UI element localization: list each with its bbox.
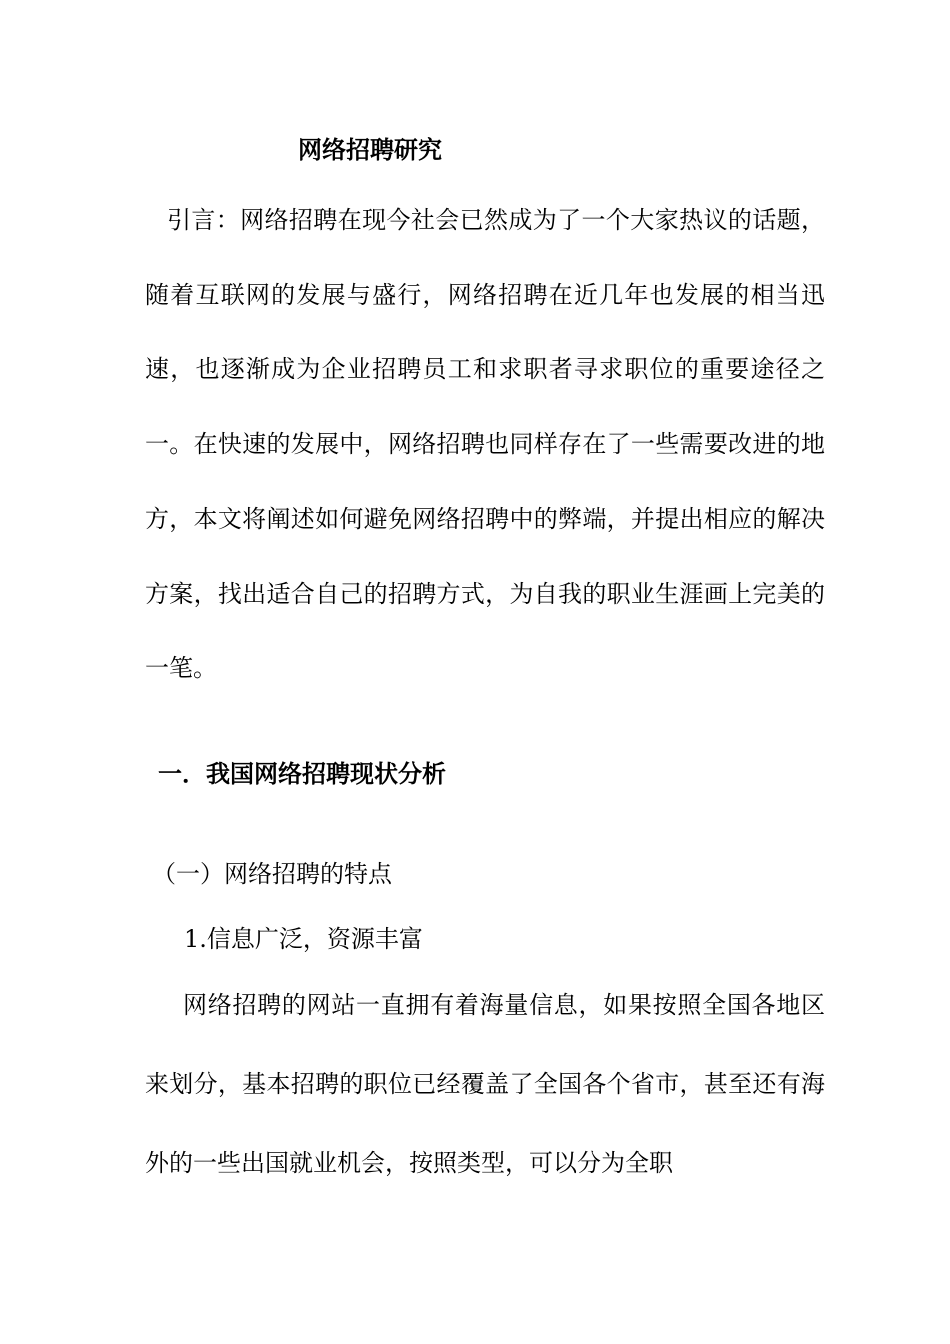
- intro-paragraph: 引言：网络招聘在现今社会已然成为了一个大家热议的话题，随着互联网的发展与盛行，网络招聘在近几年也发展的相当迅速，也逐渐成为企业招聘员工和求职者寻求职位的重要途径之一。在快速的发展中，网络招聘也同样存在了一些需要改进的地方，本文将阐述如何避免网络招聘中的弊端，并提出相应的解决方案，找出适合自己的招聘方式，为自我的职业生涯画上完美的一笔。: [145, 206, 825, 683]
- item-heading: 1.信息广泛，资源丰富: [184, 925, 423, 953]
- section-heading: 一．我国网络招聘现状分析: [158, 759, 446, 788]
- document-title: 网络招聘研究: [298, 135, 442, 164]
- subsection-heading: （一）网络招聘的特点: [152, 860, 392, 888]
- body-paragraph: 网络招聘的网站一直拥有着海量信息，如果按照全国各地区来划分，基本招聘的职位已经覆盖了全国各个省市，甚至还有海外的一些出国就业机会，按照类型，可以分为全职: [145, 991, 825, 1177]
